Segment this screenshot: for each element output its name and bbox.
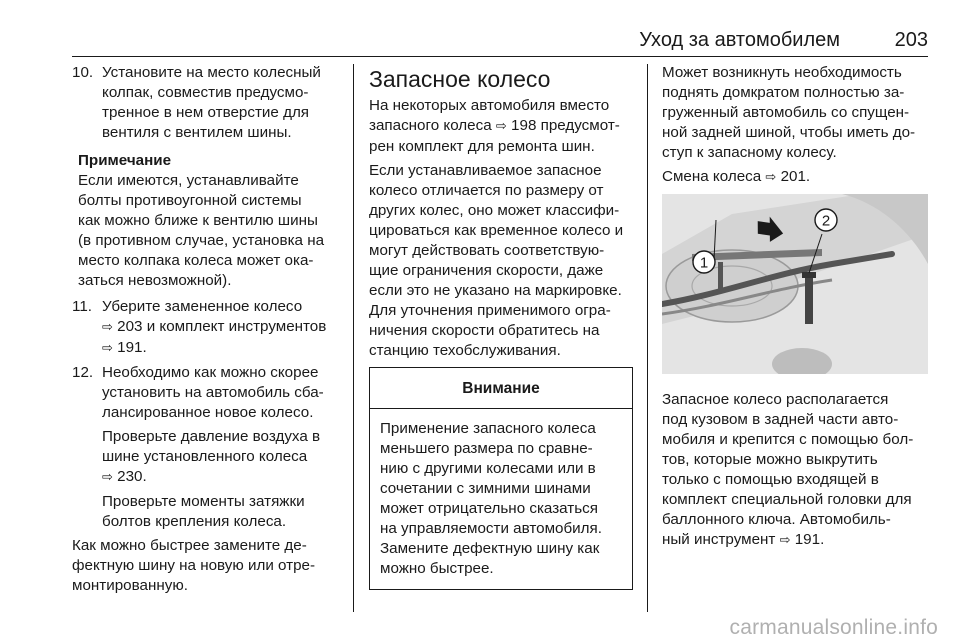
text-line: под кузовом в задней части авто-: [662, 411, 899, 428]
text-line: Замените дефектную шину как: [380, 540, 600, 557]
text-line: рен комплект для ремонта шин.: [369, 138, 595, 155]
text-line: нию с другими колесами или в: [380, 460, 596, 477]
callout-label-2: 2: [821, 212, 831, 230]
text-line: Если имеются, устанавливайте: [78, 172, 299, 189]
text-line: цироваться как временное колесо и: [369, 222, 624, 239]
text-line: Для уточнения применимого огра-: [369, 302, 611, 319]
section-title: Запасное колесо: [369, 66, 551, 92]
text-line: Проверьте давление воздуха в: [102, 428, 321, 445]
text-line: сочетании с зимними шинами: [380, 480, 591, 497]
page-ref-link[interactable]: 191.: [117, 339, 147, 356]
text-line: болтов крепления колеса.: [102, 513, 287, 530]
page-ref-link[interactable]: 201.: [780, 168, 811, 185]
step-11: [72, 297, 344, 359]
callout-label-1: 1: [699, 254, 709, 272]
column-left: [72, 63, 344, 596]
step-text: [102, 63, 344, 143]
watermark: carmanualsonline.info: [729, 616, 938, 639]
column-divider: [353, 64, 354, 612]
page-ref-arrow-icon: ⇨: [495, 119, 507, 134]
text-line: [102, 317, 344, 338]
pressure-check: [102, 427, 344, 488]
text-line: Может возникнуть необходимость: [662, 64, 902, 81]
paragraph: [662, 390, 928, 551]
text-line: шине установленного колеса: [102, 448, 308, 465]
page-ref-arrow-icon: ⇨: [102, 470, 113, 485]
text-line: фектную шину на новую или отре-: [72, 557, 316, 574]
text-line: ной задней шиной, чтобы иметь до-: [662, 124, 916, 141]
text-line: установить на автомобиль сба-: [102, 384, 324, 401]
note-block: [72, 151, 344, 291]
text-line: баллонного ключа. Автомобиль-: [662, 511, 891, 528]
spare-wheel-drawing: [662, 194, 928, 374]
text-line: поднять домкратом полностью за-: [662, 84, 905, 101]
text-line: колесо отличается по размеру от: [369, 182, 604, 199]
page-ref-link[interactable]: 198 предусмот-: [511, 117, 620, 134]
text-line: Необходимо как можно скорее: [102, 364, 319, 381]
text-line: можно быстрее.: [380, 560, 494, 577]
text-line: на управляемости автомобиля.: [380, 520, 602, 537]
text-line: других колес, оно может классифи-: [369, 202, 620, 219]
column-right: [662, 63, 928, 555]
text-line: станцию техобслуживания.: [369, 342, 561, 359]
text-line: [369, 116, 635, 137]
text-line: меньшего размера по сравне-: [380, 440, 593, 457]
text-line: могут действовать соответствую-: [369, 242, 605, 259]
warning-body: [370, 409, 632, 589]
text-line: ничения скорости обратитесь на: [369, 322, 600, 339]
step-number: 11.: [72, 298, 92, 315]
torque-check: [102, 492, 344, 532]
paragraph: [662, 167, 928, 188]
page-ref-arrow-icon: ⇨: [102, 341, 113, 356]
step-number: 12.: [72, 364, 94, 381]
text-line: ступ к запасному колесу.: [662, 144, 837, 161]
text-line: Запасное колесо располагается: [662, 391, 889, 408]
text-line: заться невозможной).: [78, 272, 232, 289]
text-line: груженный автомобиль со спущен-: [662, 104, 910, 121]
page-number: 203: [894, 29, 928, 51]
text-line: Проверьте моменты затяжки: [102, 493, 305, 510]
page-ref-link[interactable]: 191.: [794, 531, 825, 548]
bolt-shape: [805, 274, 813, 324]
text-line: как можно ближе к вентилю шины: [78, 212, 318, 229]
warning-title: Внимание: [370, 368, 632, 409]
text-line: монтированную.: [72, 577, 188, 594]
step-12: [72, 363, 344, 532]
spare-wheel-illustration: [662, 194, 928, 374]
text-line: тов, которые можно выкрутить: [662, 451, 878, 468]
note-heading: Примечание: [78, 152, 172, 169]
page-ref-link[interactable]: 203 и комплект инструментов: [117, 318, 327, 335]
text-line: лансированное новое колесо.: [102, 404, 314, 421]
text-line: [102, 467, 344, 488]
header-rule: [72, 56, 928, 57]
text-fragment: запасного колеса: [369, 117, 492, 134]
text-fragment: ный инструмент: [662, 531, 776, 548]
page-ref-arrow-icon: ⇨: [765, 170, 777, 185]
hanger-shape: [718, 262, 723, 292]
text-line: колпак, совместив предусмо-: [102, 84, 309, 101]
text-line: только с помощью входящей в: [662, 471, 879, 488]
paragraph: [369, 96, 635, 157]
text-line: место колпака колеса может ока-: [78, 252, 314, 269]
warning-box: [369, 367, 633, 590]
text-line: если это не указано на маркировке.: [369, 282, 622, 299]
paragraph: [662, 63, 928, 163]
text-line: [662, 530, 928, 551]
column-middle: [369, 63, 635, 590]
text-line: вентиля с вентилем шины.: [102, 124, 292, 141]
page-ref-link[interactable]: 230.: [117, 468, 147, 485]
text-line: комплект специальной головки для: [662, 491, 912, 508]
text-fragment: Смена колеса: [662, 168, 762, 185]
text-line: Как можно быстрее замените де-: [72, 537, 307, 554]
text-line: [102, 338, 344, 359]
text-line: Если устанавливаемое запасное: [369, 162, 602, 179]
page-ref-arrow-icon: ⇨: [779, 533, 791, 548]
step-number: 10.: [72, 64, 94, 81]
text-line: Применение запасного колеса: [380, 420, 596, 437]
header-title: Уход за автомобилем: [639, 29, 840, 51]
step-10: [72, 63, 344, 143]
text-line: На некоторых автомобиля вместо: [369, 97, 610, 114]
page-ref-arrow-icon: ⇨: [102, 320, 113, 335]
column-divider: [647, 64, 648, 612]
text-line: мобиля и крепится с помощью бол-: [662, 431, 914, 448]
text-line: щие ограничения скорости, даже: [369, 262, 604, 279]
text-line: тренное в нем отверстие для: [102, 104, 310, 121]
text-line: болты противоугонной системы: [78, 192, 302, 209]
paragraph: [369, 161, 635, 361]
text-line: (в противном случае, установка на: [78, 232, 325, 249]
text-line: Установите на место колесный: [102, 64, 321, 81]
text-line: Уберите замененное колесо: [102, 298, 303, 315]
closing-paragraph: [72, 536, 344, 596]
text-line: может отрицательно сказаться: [380, 500, 598, 517]
